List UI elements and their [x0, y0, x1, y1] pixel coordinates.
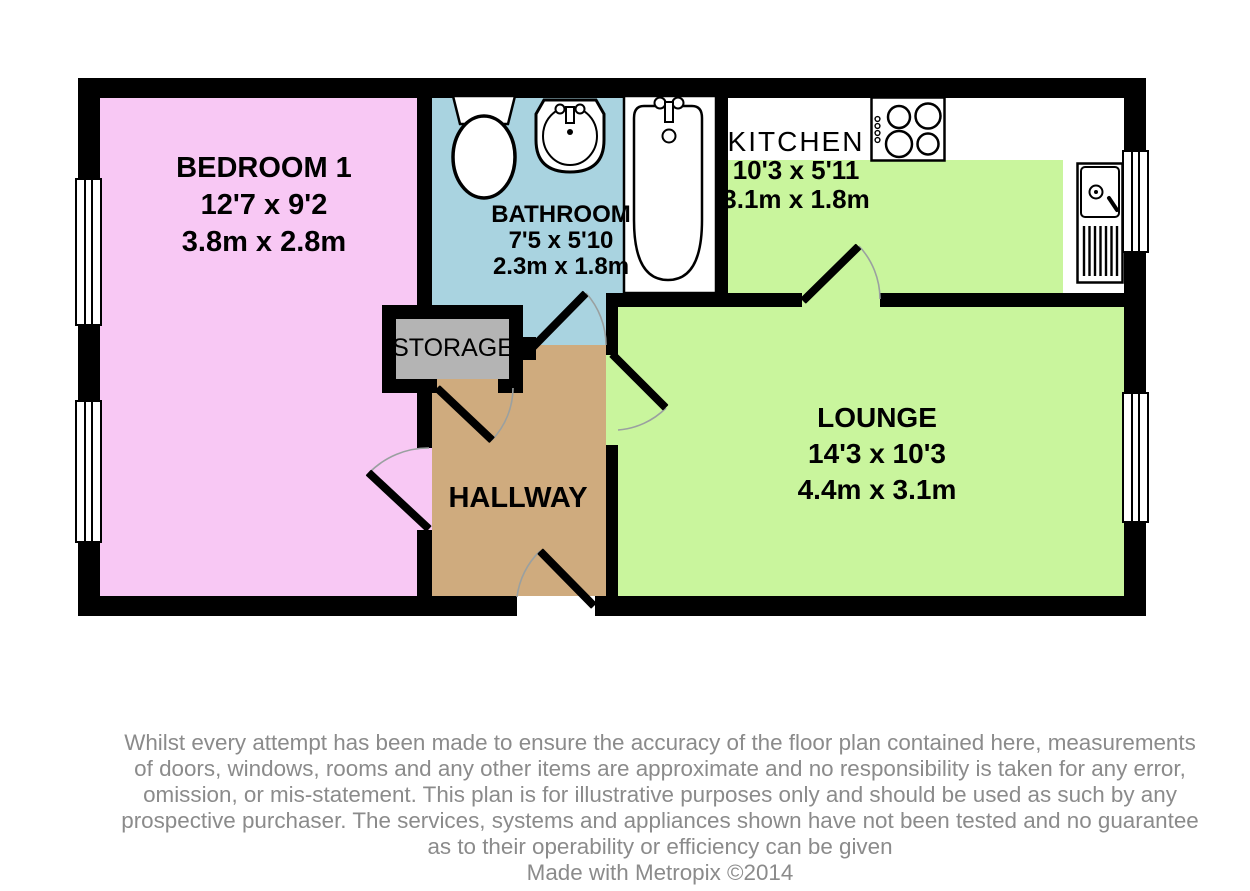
kitchen-label: [722, 127, 869, 214]
bathroom-size-metric: 2.3m x 1.8m: [492, 253, 630, 280]
kitchen-name: KITCHEN: [727, 126, 865, 157]
window-kitchen: [1122, 150, 1149, 253]
disclaimer-line: as to their operability or efficiency can be given: [427, 834, 893, 859]
credit-line: Made with Metropix ©2014: [526, 860, 794, 885]
wall-outer-top: [78, 78, 1146, 98]
bedroom-size-metric: 3.8m x 2.8m: [181, 226, 347, 258]
wall-outer-right-3: [1124, 523, 1146, 616]
window-bedroom-2: [75, 400, 102, 543]
hallway-label: HALLWAY: [448, 482, 588, 514]
window-pane-divider: [84, 180, 86, 324]
window-lounge: [1122, 392, 1149, 523]
basin-icon: [532, 96, 608, 176]
wall-outer-right-2: [1124, 253, 1146, 392]
kitchen-size-metric: 3.1m x 1.8m: [722, 184, 870, 214]
window-pane-divider: [91, 402, 93, 541]
bathroom-size-imperial: 7'5 x 5'10: [508, 227, 614, 254]
disclaimer-line: of doors, windows, rooms and any other items are approximate and no responsibility is taken for any error,: [134, 756, 1186, 781]
disclaimer-line: Whilst every attempt has been made to ensure the accuracy of the floor plan contained here, measurements: [124, 730, 1196, 755]
storage-label: STORAGE: [392, 334, 514, 362]
bedroom-name: BEDROOM 1: [176, 152, 352, 184]
window-pane-divider: [91, 180, 93, 324]
wall-bedroom-bathroom: [417, 98, 432, 305]
wall-outer-left-2: [78, 326, 100, 400]
wall-hallway-lounge-bottom: [606, 445, 618, 596]
lounge-size-metric: 4.4m x 3.1m: [797, 474, 957, 505]
toilet-icon: [448, 94, 520, 202]
window-pane-divider: [1138, 152, 1140, 251]
wall-bedroom-hallway-bottom: [417, 530, 432, 596]
wall-hallway-lounge-top: [606, 307, 618, 355]
wall-outer-left-1: [78, 78, 100, 178]
room-lounge-doorgap: [606, 355, 618, 445]
storage-wall-top: [382, 305, 523, 319]
storage-wall-bottom-right: [498, 379, 523, 393]
wall-bedroom-hallway-mid: [417, 393, 432, 448]
wall-outer-right-1: [1124, 78, 1146, 150]
wall-kitchen-lounge-right: [880, 293, 1124, 307]
window-pane-divider: [1138, 394, 1140, 521]
kitchen-size-imperial: 10'3 x 5'11: [732, 155, 860, 185]
lounge-size-imperial: 14'3 x 10'3: [808, 438, 946, 469]
bedroom-size-imperial: 12'7 x 9'2: [200, 189, 328, 221]
disclaimer-line: omission, or mis-statement. This plan is for illustrative purposes only and should be used as such by any: [143, 782, 1177, 807]
wall-kitchen-lounge-left: [606, 293, 802, 307]
wall-outer-left-3: [78, 543, 100, 616]
wall-outer-bottom-left: [78, 596, 517, 616]
disclaimer: [70, 730, 1250, 886]
bathtub-icon: [622, 94, 718, 295]
bathroom-label: [491, 202, 631, 280]
window-pane-divider: [1131, 394, 1133, 521]
bedroom-label: [176, 150, 352, 261]
hob-icon: [870, 96, 946, 162]
kitchen-sink-icon: [1076, 162, 1124, 284]
window-pane-divider: [84, 402, 86, 541]
disclaimer-line: prospective purchaser. The services, systems and appliances shown have not been tested and no guarantee: [121, 808, 1199, 833]
window-bedroom-1: [75, 178, 102, 326]
window-pane-divider: [1131, 152, 1133, 251]
wall-outer-bottom-right: [595, 596, 1146, 616]
bathroom-name: BATHROOM: [491, 201, 631, 228]
lounge-label: [798, 400, 957, 508]
lounge-name: LOUNGE: [817, 402, 937, 433]
storage-wall-bottom-left: [382, 379, 437, 393]
